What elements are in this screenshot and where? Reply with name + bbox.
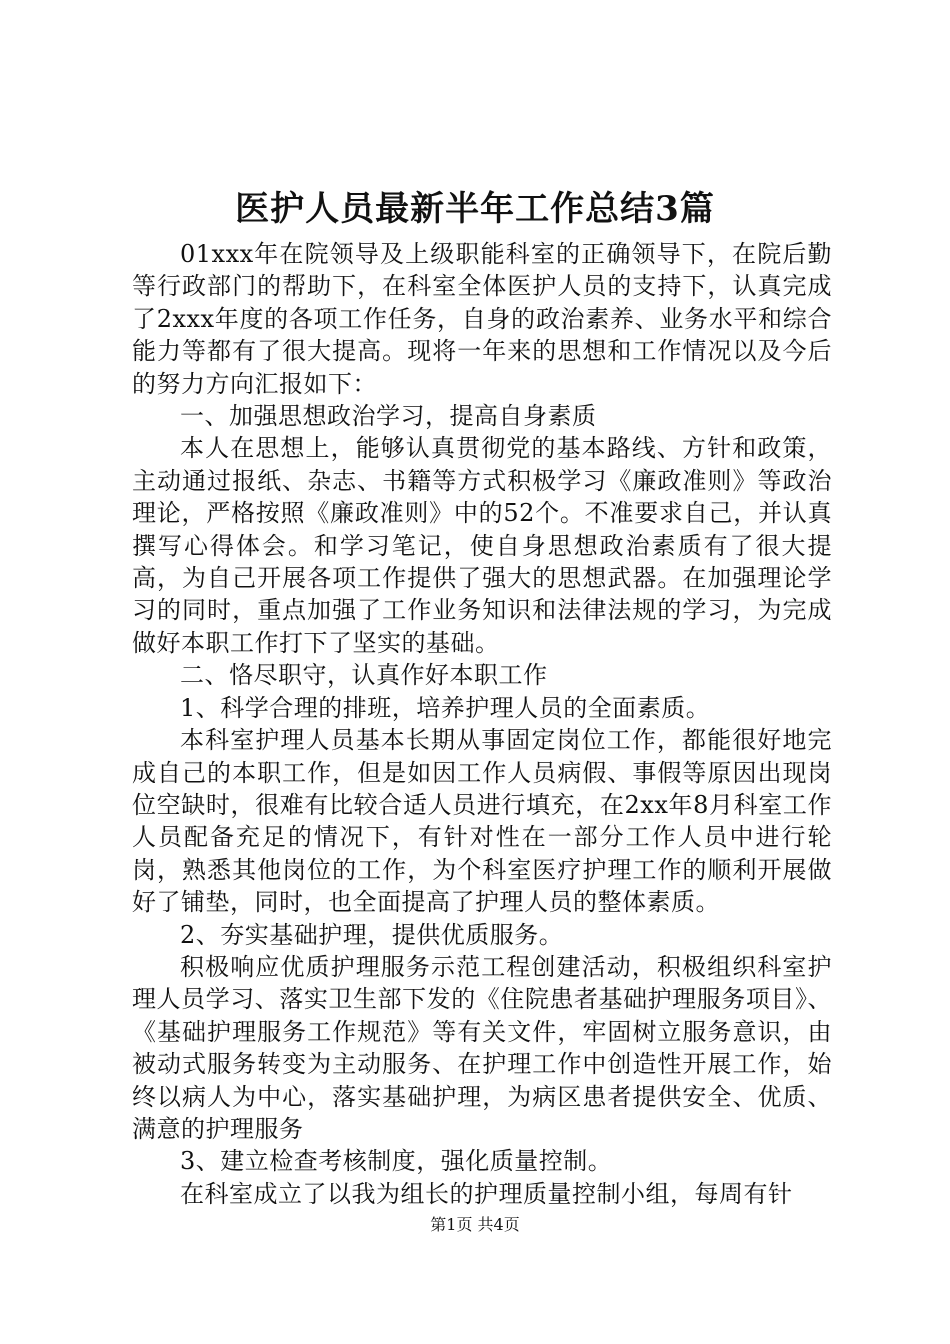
paragraph-scheduling: 本科室护理人员基本长期从事固定岗位工作，都能很好地完成自己的本职工作，但是如因工作人员病假、事假等原因出现岗位空缺时，很难有比较合适人员进行填充，在2xx年8月科室工作人员配备充足的情况下，有针对性在一部分工作人员中进行轮岗，熟悉其他岗位的工作，为个科室医疗护理工作的顺利开展做好了铺垫，同时，也全面提高了护理人员的整体素质。 bbox=[132, 726, 832, 917]
subheading-scheduling: 1、科学合理的排班，培养护理人员的全面素质。 bbox=[180, 693, 711, 722]
document-body bbox=[132, 238, 832, 1210]
paragraph-political-study: 本人在思想上，能够认真贯彻党的基本路线、方针和政策，主动通过报纸、杂志、书籍等方式积极学习《廉政准则》等政治理论，严格按照《廉政准则》中的52个。不准要求自己，并认真撰写心得体会。和学习笔记，使自身思想政治素质有了很大提高，为自己开展各项工作提供了强大的思想武器。在加强理论学习的同时，重点加强了工作业务知识和法律法规的学习，为完成做好本职工作打下了坚实的基础。 bbox=[132, 434, 832, 657]
document-title: 医护人员最新半年工作总结3篇 bbox=[235, 189, 715, 229]
page-number-footer: 第1页 共4页 bbox=[430, 1215, 520, 1234]
subheading-quality-control: 3、建立检查考核制度，强化质量控制。 bbox=[180, 1147, 613, 1176]
paragraph-basic-care: 积极响应优质护理服务示范工程创建活动，积极组织科室护理人员学习、落实卫生部下发的《住院患者基础护理服务项目》、《基础护理服务工作规范》等有关文件，牢固树立服务意识，由被动式服务转变为主动服务、在护理工作中创造性开展工作，始终以病人为中心，落实基础护理，为病区患者提供安全、优质、满意的护理服务 bbox=[132, 952, 832, 1143]
paragraph-quality-control: 在科室成立了以我为组长的护理质量控制小组，每周有针 bbox=[180, 1179, 793, 1208]
section-heading-2: 二、恪尽职守，认真作好本职工作 bbox=[180, 661, 548, 690]
section-heading-1: 一、加强思想政治学习，提高自身素质 bbox=[180, 402, 597, 431]
subheading-basic-care: 2、夯实基础护理，提供优质服务。 bbox=[180, 920, 564, 949]
paragraph-intro: 01xxx年在院领导及上级职能科室的正确领导下，在院后勤等行政部门的帮助下，在科室全体医护人员的支持下，认真完成了2xxx年度的各项工作任务，自身的政治素养、业务水平和综合能力等都有了很大提高。现将一年来的思想和工作情况以及今后的努力方向汇报如下： bbox=[132, 240, 832, 398]
